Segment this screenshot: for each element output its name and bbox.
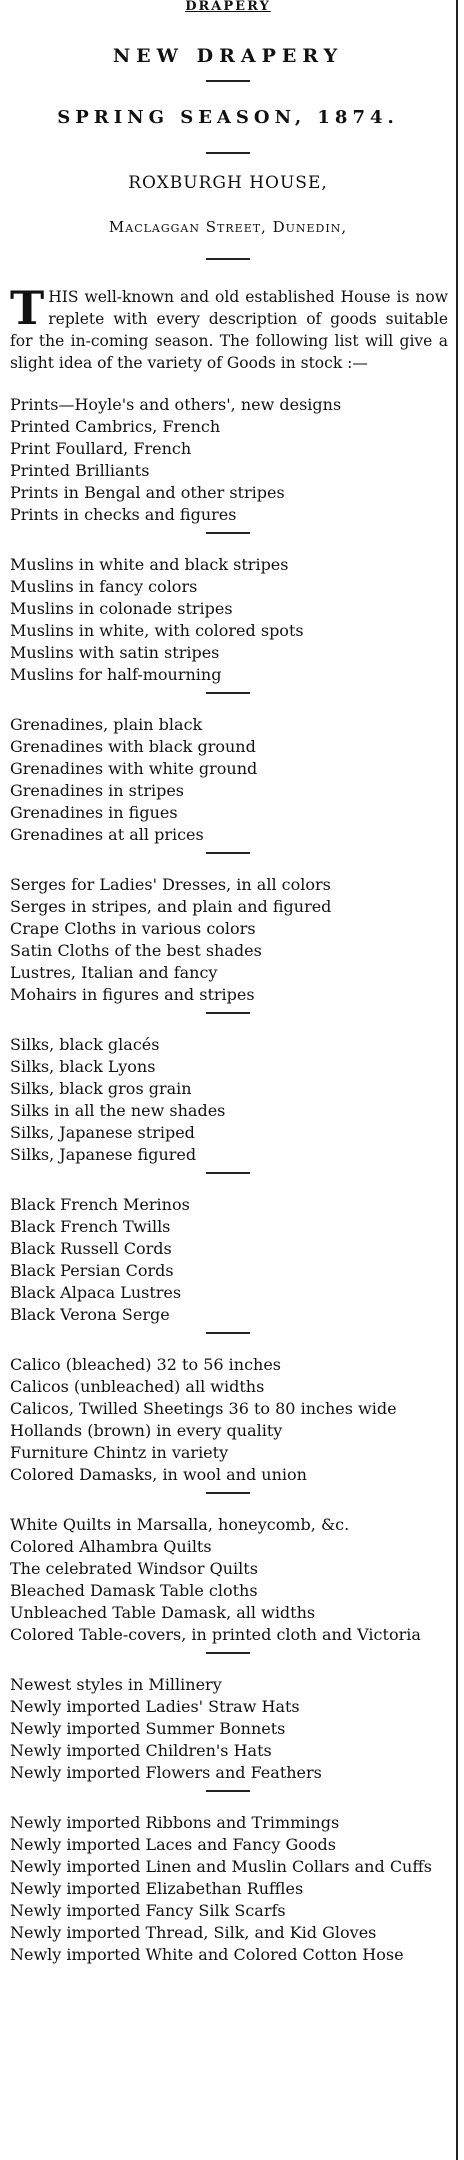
list-item: Printed Cambrics, French bbox=[10, 417, 221, 436]
list-item: Unbleached Table Damask, all widths bbox=[10, 1603, 316, 1622]
goods-group bbox=[6, 554, 450, 686]
list-item: Silks, black gros grain bbox=[10, 1079, 192, 1098]
divider bbox=[206, 852, 250, 854]
divider bbox=[206, 1332, 250, 1334]
list-item: White Quilts in Marsalla, honeycomb, &c. bbox=[10, 1515, 350, 1534]
list-item: Grenadines, plain black bbox=[10, 715, 203, 734]
list-item: Newest styles in Millinery bbox=[10, 1675, 222, 1694]
divider bbox=[206, 1790, 250, 1792]
drop-cap: T bbox=[10, 281, 45, 335]
list-item: Newly imported Fancy Silk Scarfs bbox=[10, 1901, 286, 1920]
house-name: ROXBURGH HOUSE, bbox=[128, 173, 328, 193]
list-item: Black French Merinos bbox=[10, 1195, 190, 1214]
list-item: Hollands (brown) in every quality bbox=[10, 1421, 283, 1440]
list-item: Prints in Bengal and other stripes bbox=[10, 483, 285, 502]
list-item: Bleached Damask Table cloths bbox=[10, 1581, 258, 1600]
goods-group bbox=[6, 1194, 450, 1326]
list-item: Grenadines at all prices bbox=[10, 825, 204, 844]
divider bbox=[206, 1012, 250, 1014]
list-item: Calicos (unbleached) all widths bbox=[10, 1377, 265, 1396]
list-item: Serges in stripes, and plain and figured bbox=[10, 897, 332, 916]
list-item: Black French Twills bbox=[10, 1217, 171, 1236]
list-item: Black Russell Cords bbox=[10, 1239, 172, 1258]
list-item: Lustres, Italian and fancy bbox=[10, 963, 218, 982]
list-item: Black Verona Serge bbox=[10, 1305, 170, 1324]
goods-group bbox=[6, 714, 450, 846]
intro-text: HIS well-known and old established House is now replete with every description of goods suitable for the in-coming season. The following list will give a slight idea of the variety of Goods in stock :— bbox=[10, 288, 448, 372]
list-item: Grenadines with black ground bbox=[10, 737, 256, 756]
list-item: Silks, black Lyons bbox=[10, 1057, 156, 1076]
list-item: Colored Table-covers, in printed cloth and Victoria bbox=[10, 1625, 421, 1644]
list-item: Newly imported Summer Bonnets bbox=[10, 1719, 286, 1738]
goods-group bbox=[6, 1674, 450, 1784]
list-item: Muslins in colonade stripes bbox=[10, 599, 233, 618]
divider bbox=[206, 1652, 250, 1654]
divider bbox=[206, 692, 250, 694]
list-item: Printed Brilliants bbox=[10, 461, 150, 480]
list-item: Grenadines with white ground bbox=[10, 759, 258, 778]
list-item: Newly imported Ladies' Straw Hats bbox=[10, 1697, 300, 1716]
list-item: Colored Damasks, in wool and union bbox=[10, 1465, 307, 1484]
divider bbox=[206, 1172, 250, 1174]
divider bbox=[206, 80, 250, 82]
list-item: Silks in all the new shades bbox=[10, 1101, 226, 1120]
list-item: Silks, Japanese striped bbox=[10, 1123, 195, 1142]
goods-group bbox=[6, 874, 450, 1006]
list-item: Newly imported Thread, Silk, and Kid Gloves bbox=[10, 1923, 377, 1942]
goods-group bbox=[6, 394, 450, 526]
list-item: Furniture Chintz in variety bbox=[10, 1443, 229, 1462]
list-item: Silks, black glacés bbox=[10, 1035, 160, 1054]
section-heading: DRAPERY bbox=[185, 0, 271, 14]
list-item: Newly imported Flowers and Feathers bbox=[10, 1763, 322, 1782]
divider bbox=[206, 258, 250, 260]
list-item: Prints—Hoyle's and others', new designs bbox=[10, 395, 342, 414]
goods-list bbox=[6, 394, 450, 1966]
ad-title: NEW DRAPERY bbox=[112, 45, 344, 67]
goods-group bbox=[6, 1514, 450, 1646]
list-item: Calicos, Twilled Sheetings 36 to 80 inches wide bbox=[10, 1399, 397, 1418]
list-item: Print Foullard, French bbox=[10, 439, 192, 458]
list-item: Colored Alhambra Quilts bbox=[10, 1537, 212, 1556]
list-item: Black Alpaca Lustres bbox=[10, 1283, 182, 1302]
list-item: Newly imported Laces and Fancy Goods bbox=[10, 1835, 336, 1854]
season-title: SPRING SEASON, 1874. bbox=[57, 107, 399, 128]
list-item: Mohairs in figures and stripes bbox=[10, 985, 255, 1004]
list-item: Serges for Ladies' Dresses, in all colors bbox=[10, 875, 331, 894]
list-item: Satin Cloths of the best shades bbox=[10, 941, 262, 960]
intro-paragraph bbox=[6, 281, 450, 374]
address: Maclaggan Street, Dunedin, bbox=[108, 218, 348, 236]
divider bbox=[206, 152, 250, 154]
list-item: Newly imported Children's Hats bbox=[10, 1741, 272, 1760]
list-item: Grenadines in figues bbox=[10, 803, 178, 822]
list-item: Muslins in white and black stripes bbox=[10, 555, 289, 574]
list-item: The celebrated Windsor Quilts bbox=[10, 1559, 258, 1578]
divider bbox=[206, 1492, 250, 1494]
list-item: Prints in checks and figures bbox=[10, 505, 237, 524]
goods-group bbox=[6, 1354, 450, 1486]
column-rule bbox=[456, 0, 458, 2160]
list-item: Newly imported Ribbons and Trimmings bbox=[10, 1813, 340, 1832]
divider bbox=[206, 532, 250, 534]
list-item: Grenadines in stripes bbox=[10, 781, 185, 800]
list-item: Newly imported White and Colored Cotton Hose bbox=[10, 1945, 404, 1964]
list-item: Black Persian Cords bbox=[10, 1261, 174, 1280]
list-item: Calico (bleached) 32 to 56 inches bbox=[10, 1355, 282, 1374]
list-item: Muslins with satin stripes bbox=[10, 643, 220, 662]
list-item: Crape Cloths in various colors bbox=[10, 919, 256, 938]
goods-group bbox=[6, 1034, 450, 1166]
list-item: Muslins in white, with colored spots bbox=[10, 621, 304, 640]
list-item: Muslins in fancy colors bbox=[10, 577, 198, 596]
list-item: Newly imported Linen and Muslin Collars and Cuffs bbox=[10, 1857, 432, 1876]
list-item: Silks, Japanese figured bbox=[10, 1145, 197, 1164]
goods-group bbox=[6, 1812, 450, 1966]
list-item: Muslins for half-mourning bbox=[10, 665, 222, 684]
list-item: Newly imported Elizabethan Ruffles bbox=[10, 1879, 304, 1898]
